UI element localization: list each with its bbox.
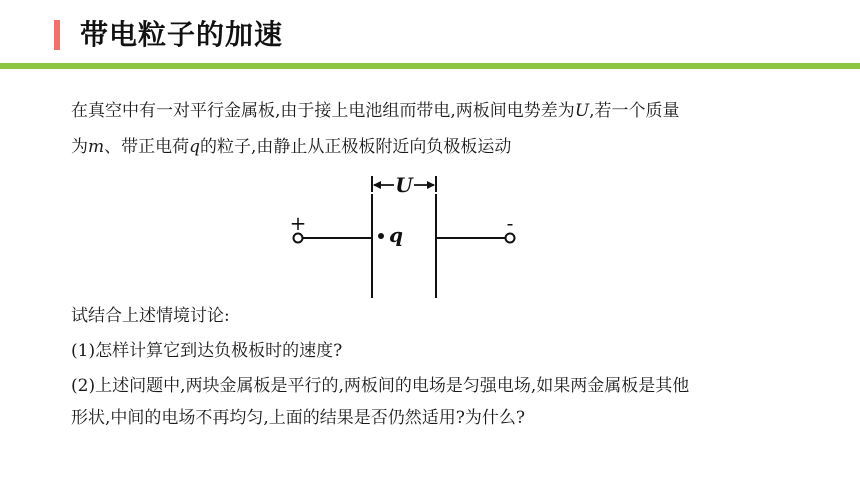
voltage-arrowhead-left — [373, 181, 381, 189]
intro-text-2b: 、带正电荷 — [104, 137, 190, 157]
intro-text-1b: ,若一个质量 — [589, 101, 680, 121]
intro-line-2 — [71, 135, 511, 159]
title-divider — [0, 63, 860, 69]
charge-label: q — [389, 223, 403, 247]
discuss-line: 试结合上述情境讨论: — [71, 306, 230, 326]
intro-line-1 — [71, 99, 680, 123]
parallel-plates-diagram — [280, 170, 540, 302]
intro-text-1a: 在真空中有一对平行金属板,由于接上电池组而带电,两板间电势差为 — [71, 101, 575, 121]
var-m: m — [88, 137, 105, 157]
voltage-label: U — [395, 173, 413, 197]
question-2-line-2: 形状,中间的电场不再均匀,上面的结果是否仍然适用?为什么? — [71, 408, 526, 428]
minus-sign: - — [506, 211, 514, 235]
title-accent-bar — [54, 20, 60, 50]
plus-sign: + — [289, 211, 307, 235]
particle-dot — [378, 233, 384, 239]
question-2-line-1: (2)上述问题中,两块金属板是平行的,两板间的电场是匀强电场,如果两金属板是其他 — [71, 376, 690, 396]
question-1: (1)怎样计算它到达负极板时的速度? — [71, 341, 343, 361]
intro-text-2a: 为 — [71, 137, 88, 157]
var-q: q — [189, 137, 201, 157]
var-u: U — [574, 101, 590, 121]
slide-title: 带电粒子的加速 — [80, 18, 284, 51]
voltage-arrowhead-right — [427, 181, 435, 189]
intro-text-2c: 的粒子,由静止从正极板附近向负极板运动 — [200, 137, 512, 157]
